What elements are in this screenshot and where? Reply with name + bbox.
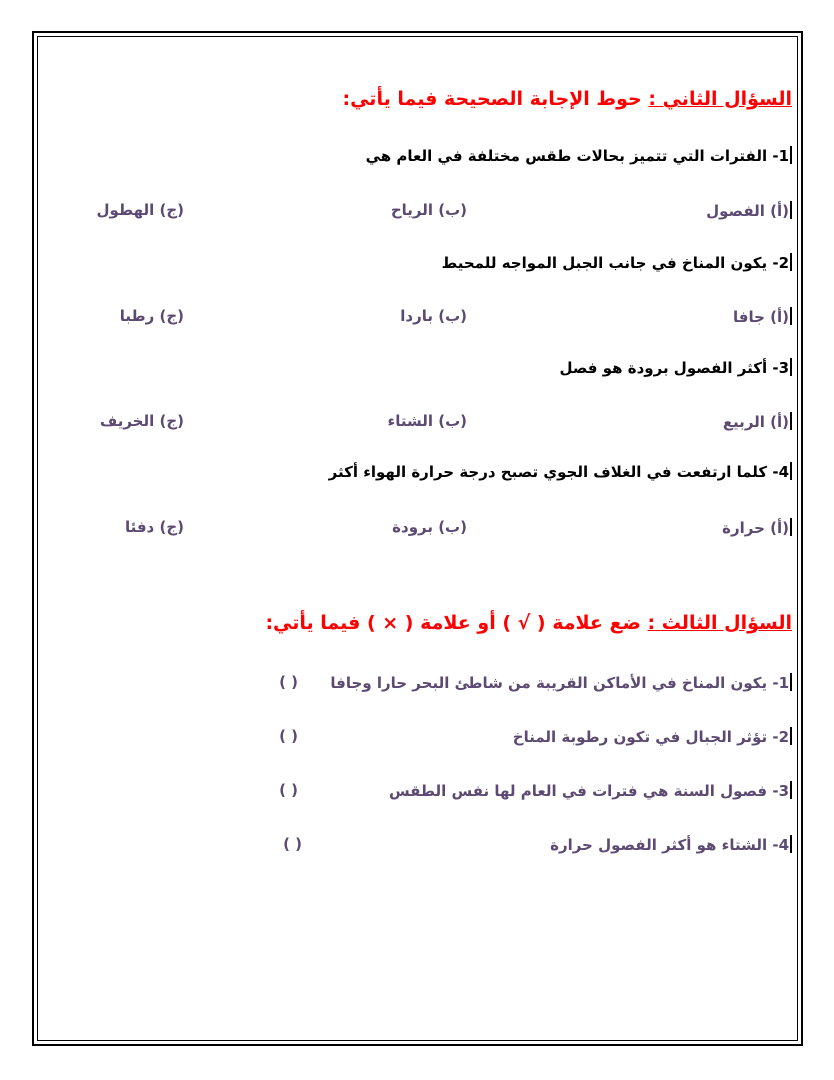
true-false-statement-1: 1- يكون المناخ في الأماكن القريبة من شاطئ البحر حارا وجافا ( )	[40, 673, 792, 695]
true-false-statement-2: 2- تؤثر الجبال في تكون رطوبة المناخ ( )	[40, 727, 792, 749]
option-b[interactable]: (ب) الرياح	[390, 201, 467, 219]
true-false-statement-3: 3- فصول السنة هي فترات في العام لها نفس الطقس ( )	[40, 781, 792, 803]
section2-heading	[40, 88, 792, 110]
mcq-options-1	[40, 201, 792, 223]
mcq-options-4	[40, 518, 792, 540]
mcq-question-4: 4- كلما ارتفعت في الغلاف الجوي تصبح درجة حرارة الهواء أكثر	[40, 462, 792, 481]
option-b[interactable]: (ب) برودة	[392, 518, 467, 536]
section2-label: السؤال الثاني :	[648, 88, 792, 110]
option-c[interactable]: (ج) رطبا	[119, 307, 184, 325]
section3-title: ضع علامة ( √ ) أو علامة ( × ) فيما يأتي:	[265, 612, 648, 634]
mcq-question-1: 1- الفترات التي تتميز بحالات طقس مختلفة في العام هي	[40, 146, 792, 165]
option-c[interactable]: (ج) الخريف	[99, 412, 184, 430]
section3-label: السؤال الثالث :	[647, 612, 792, 634]
option-a[interactable]: (أ) حرارة	[722, 518, 792, 537]
answer-blank[interactable]: ( )	[279, 673, 298, 691]
answer-blank[interactable]: ( )	[279, 781, 298, 799]
mcq-options-3	[40, 412, 792, 434]
option-c[interactable]: (ج) دفئا	[124, 518, 184, 536]
worksheet-page	[40, 40, 795, 1040]
answer-blank[interactable]: ( )	[283, 835, 302, 853]
option-b[interactable]: (ب) الشتاء	[387, 412, 467, 430]
option-a[interactable]: (أ) الفصول	[706, 201, 792, 220]
mcq-question-3: 3- أكثر الفصول برودة هو فصل	[40, 358, 792, 377]
true-false-statement-4: 4- الشتاء هو أكثر الفصول حرارة ( )	[40, 835, 792, 857]
option-a[interactable]: (أ) الربيع	[723, 412, 792, 431]
option-a[interactable]: (أ) جافا	[733, 307, 792, 326]
section3-heading	[40, 612, 792, 634]
mcq-options-2	[40, 307, 792, 329]
option-c[interactable]: (ج) الهطول	[96, 201, 184, 219]
option-b[interactable]: (ب) باردا	[400, 307, 467, 325]
section2-title: حوط الإجابة الصحيحة فيما يأتي:	[342, 88, 649, 110]
mcq-question-2: 2- يكون المناخ في جانب الجبل المواجه للمحيط	[40, 253, 792, 272]
answer-blank[interactable]: ( )	[279, 727, 298, 745]
